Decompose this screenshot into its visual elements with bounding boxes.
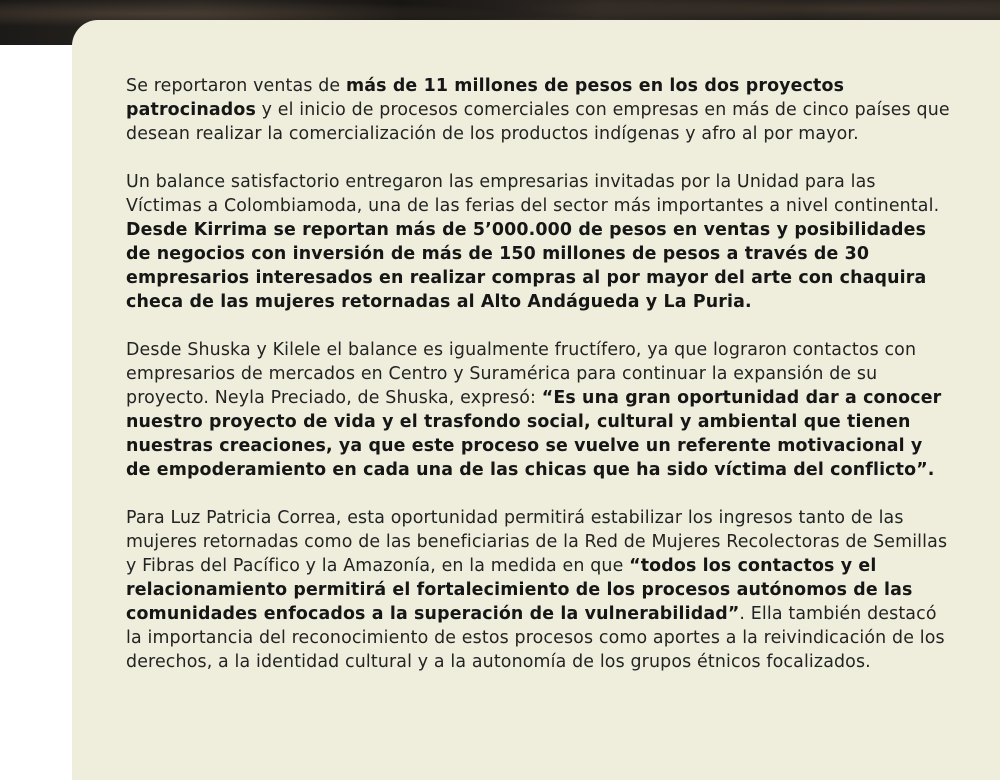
text-run: Se reportaron ventas de — [126, 76, 346, 96]
article-body — [126, 74, 972, 674]
text-run: Desde Shuska y Kilele el balance es igualmente fructífero, ya que lograron contactos con empresarios de mercados en Centro y Suramérica para continuar la expansión de su proyecto. Neyla Preciado, de Shuska, expresó: — [126, 340, 917, 408]
article-card — [72, 20, 1000, 780]
text-run: y el inicio de procesos comerciales con empresas en más de cinco países que desean realizar la comercialización de los productos indígenas y afro al por mayor. — [126, 100, 950, 144]
text-run: Para Luz Patricia Correa, esta oportunidad permitirá estabilizar los ingresos tanto de las mujeres retornadas como de las beneficiarias de la Red de Mujeres Recolectoras de Semillas y Fibras del Pacífico y la Amazonía, en la medida en que — [126, 508, 948, 576]
text-run: . Ella también destacó la importancia del reconocimiento de estos procesos como aportes a la reivindicación de los derechos, a la identidad cultural y a la autonomía de los grupos étnicos focalizados. — [126, 604, 945, 672]
bold-run: Desde Kirrima se reportan más de 5’000.000 de pesos en ventas y posibilidades de negocios con inversión de más de 150 millones de pesos a través de 30 empresarios interesados en realizar compras al por mayor del arte con chaquira checa de las mujeres retornadas al Alto Andágueda y La Puria. — [126, 220, 927, 312]
paragraph-sales — [126, 74, 952, 146]
text-run: Un balance satisfactorio entregaron las empresarias invitadas por la Unidad para las Víctimas a Colombiamoda, una de las ferias del sector más importantes a nivel continental. — [126, 172, 940, 216]
paragraph-shuska — [126, 338, 952, 482]
paragraph-luz-patricia — [126, 506, 952, 674]
bold-run: más de 11 millones de pesos en los dos proyectos patrocinados — [126, 76, 845, 120]
bold-run: “Es una gran oportunidad dar a conocer nuestro proyecto de vida y el trasfondo social, cultural y ambiental que tienen nuestras creaciones, ya que este proceso se vuelve un referente motivacional y de empoderamiento en cada una de las chicas que ha sido víctima del conflicto”. — [126, 388, 942, 480]
paragraph-kirrima — [126, 170, 952, 314]
bold-run: “todos los contactos y el relacionamiento permitirá el fortalecimiento de los procesos autónomos de las comunidades enfocados a la superación de la vulnerabilidad” — [126, 556, 913, 624]
